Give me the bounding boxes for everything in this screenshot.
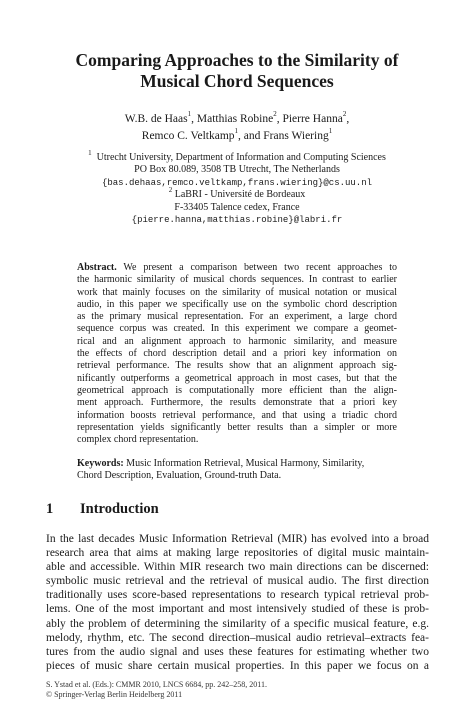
author-line: [30, 111, 444, 128]
author-separator: ,: [191, 113, 197, 125]
footer-line: S. Ystad et al. (Eds.): CMMR 2010, LNCS 6684, pp. 242–258, 2011.: [46, 680, 267, 689]
author-name: Pierre Hanna: [282, 113, 343, 125]
abstract-line: nificantly outperforms a geometrical approach in most cases, but that the: [77, 372, 397, 384]
author-affil-mark: 1: [234, 127, 239, 136]
author-affil-mark: 1: [328, 127, 333, 136]
abstract-line: the harmonic similarity of musical chords sequences. In contrast to earlier: [77, 274, 397, 286]
affiliation-line: F-33405 Talence cedex, France: [174, 201, 300, 213]
author-affil-mark: 1: [187, 110, 192, 119]
keywords-label: Keywords:: [77, 458, 124, 469]
footer-line: © Springer-Verlag Berlin Heidelberg 2011: [46, 690, 183, 699]
abstract-line: information boosts retrieval performance, and that using a triadic chord: [77, 409, 397, 421]
author-name: W.B. de Haas: [124, 113, 188, 125]
abstract-line: retrieval performance. The results show that an alignment approach sig-: [77, 360, 397, 372]
author-name: Remco C. Veltkamp: [141, 130, 235, 142]
affiliations: [30, 148, 444, 226]
body-line: research area that aims at making large repositories of digital music maintain-: [46, 547, 429, 560]
abstract: [77, 262, 397, 446]
abstract-line: as the primary musical representation. For an experiment, a large chord: [77, 311, 397, 323]
affiliation-mark: 2: [168, 185, 173, 194]
body-line: In the last decades Music Information Retrieval (MIR) has evolved into a broad: [46, 533, 429, 545]
affiliation-line: PO Box 80.089, 3508 TB Utrecht, The Netherlands: [134, 164, 340, 176]
body-line: ably the problem of determining the similarity of a specific musical feature, e.g.: [46, 617, 429, 630]
author-name: Matthias Robine: [196, 113, 274, 125]
abstract-line: sequence corpus was created. In this experiment we compare a geomet-: [77, 323, 397, 335]
author-list: [30, 111, 444, 145]
abstract-line: work that mainly focuses on the similarity of musical notation or musical: [77, 286, 397, 298]
keywords-line: [77, 458, 397, 470]
paper-title: [30, 50, 444, 92]
body-line: symbolic music retrieval and the retrieval of musical audio. The first direction: [46, 575, 429, 588]
abstract-line: audio, in this paper we specifically use on the symbolic chord description: [77, 298, 397, 310]
section-number: 1: [46, 501, 54, 517]
section-heading: [46, 501, 159, 518]
affiliation-line: [30, 185, 444, 201]
abstract-line: representation yields significantly better results than a simpler or more: [77, 421, 397, 433]
affiliation-mark: 1: [88, 148, 92, 157]
email-address: {bas.dehaas,remco.veltkamp,frans.wiering}@cs.uu.nl: [101, 177, 373, 188]
author-separator: ,: [346, 113, 350, 125]
abstract-line: geometrical approach is computationally more efficient than the align-: [77, 384, 397, 396]
body-line: tures from the audio signal and uses these features for estimating whether two: [46, 645, 429, 658]
footer-citation: [46, 680, 267, 700]
abstract-label: Abstract.: [77, 262, 117, 273]
abstract-line: complex chord representation.: [77, 434, 199, 446]
affiliation-text: LaBRI - Université de Bordeaux: [174, 189, 306, 201]
keywords-text: Music Information Retrieval, Musical Harmony, Similarity,: [123, 458, 365, 469]
email-address: {pierre.hanna,matthias.robine}@labri.fr: [131, 215, 343, 226]
abstract-line: the effects of chord description detail and a priori key information on: [77, 348, 397, 360]
affiliation-line: [30, 148, 444, 164]
body-line: lems. One of the most important and most intensively studied of these is prob-: [46, 603, 429, 616]
body-line: pieces of music share certain musical properties. In this paper we focus on a: [46, 659, 429, 672]
affiliation-text: Utrecht University, Department of Information and Computing Sciences: [96, 152, 386, 163]
author-line: [30, 128, 444, 145]
author-affil-mark: 2: [273, 110, 277, 119]
author-affil-mark: 2: [342, 110, 347, 119]
body-line: melody, rhythm, etc. The second direction–musical audio retrieval–extracts fea-: [46, 631, 429, 644]
abstract-line: [77, 262, 397, 274]
body-line: able and accessible. Within MIR research two main directions can be discerned:: [46, 561, 429, 574]
title-line: Comparing Approaches to the Similarity of: [75, 50, 399, 70]
author-name: and Frans Wiering: [243, 130, 329, 142]
section-title: Introduction: [80, 501, 159, 517]
abstract-text: We present a comparison between two recent approaches to: [116, 262, 397, 273]
body-line: traditionally uses score-based representations to research typical retrieval prob-: [46, 589, 429, 602]
keywords: [77, 458, 397, 483]
author-separator: ,: [238, 130, 244, 142]
abstract-line: rical and an alignment approach to harmonic similarity, and measure: [77, 335, 397, 347]
abstract-line: ment approach. Furthermore, the results demonstrate that a priori key: [77, 397, 397, 409]
body-text: [46, 532, 429, 673]
author-separator: ,: [276, 113, 283, 125]
title-line: Musical Chord Sequences: [140, 71, 334, 91]
keywords-line: Chord Description, Evaluation, Ground-truth Data.: [77, 470, 282, 482]
